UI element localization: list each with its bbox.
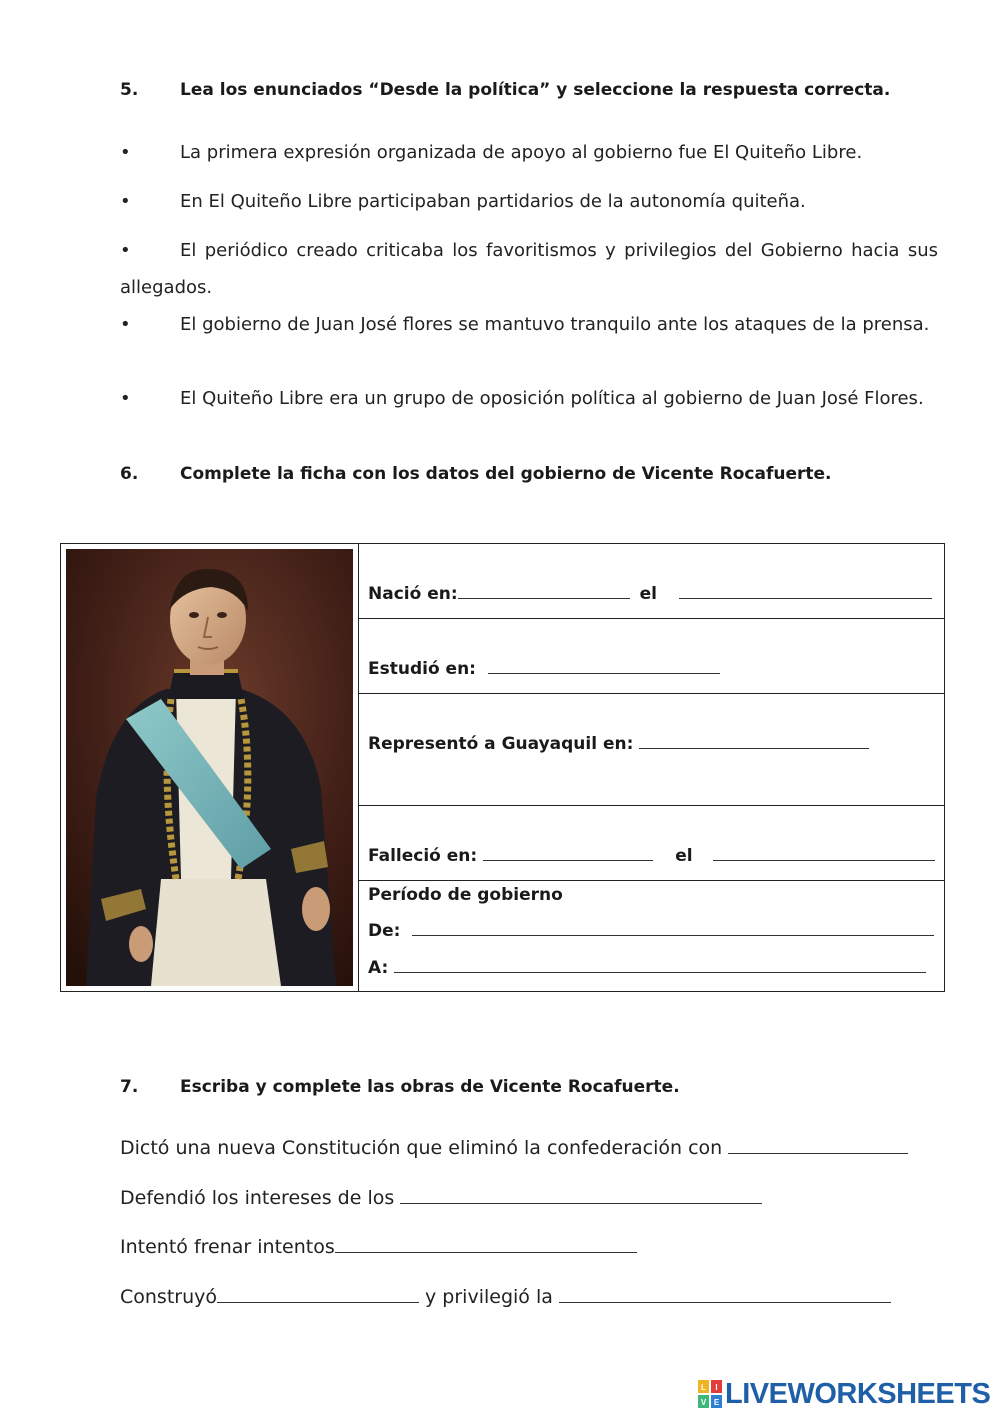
statement-3[interactable] <box>120 232 938 306</box>
constitution-text: Dictó una nueva Constitución que eliminó la confederación con <box>120 1137 723 1159</box>
statement-text: El Quiteño Libre era un grupo de oposición política al gobierno de Juan José Flores. <box>180 388 924 409</box>
bullet-icon: • <box>120 191 131 212</box>
born-date-label: el <box>639 584 657 604</box>
represented-label: Representó a Guayaquil en: <box>368 734 634 754</box>
period-from-field <box>368 921 934 941</box>
statement-text: El periódico creado criticaba los favoritismos y privilegios del Gobierno hacia sus allegados. <box>120 240 938 298</box>
statement-5[interactable] <box>120 380 938 417</box>
period-to-blank[interactable] <box>394 958 926 973</box>
constitution-blank[interactable] <box>728 1139 908 1154</box>
bullet-icon: • <box>120 240 131 261</box>
question-6-title <box>120 464 832 484</box>
question-7-title <box>120 1077 680 1097</box>
svg-text:E: E <box>713 1398 720 1407</box>
question-text: Complete la ficha con los datos del gobierno de Vicente Rocafuerte. <box>180 464 832 484</box>
data-sheet-table <box>60 543 945 992</box>
died-date-blank[interactable] <box>713 846 935 861</box>
died-place-blank[interactable] <box>483 846 653 861</box>
works-line-built <box>120 1286 891 1308</box>
question-number: 6. <box>120 464 139 484</box>
period-from-label: De: <box>368 921 401 941</box>
statement-2[interactable] <box>120 183 938 220</box>
statement-text: La primera expresión organizada de apoyo al gobierno fue El Quiteño Libre. <box>180 142 863 163</box>
defended-text: Defendió los intereses de los <box>120 1187 395 1209</box>
question-number: 7. <box>120 1077 139 1097</box>
studied-blank[interactable] <box>488 659 720 674</box>
works-line-defended <box>120 1187 762 1209</box>
privileged-text: y privilegió la <box>425 1286 553 1308</box>
svg-text:L: L <box>701 1383 706 1392</box>
works-line-constitution <box>120 1137 908 1159</box>
question-number: 5. <box>120 80 139 100</box>
period-from-blank[interactable] <box>412 921 934 936</box>
logo-text: LIVEWORKSHEETS <box>725 1377 991 1410</box>
born-field <box>368 584 932 604</box>
attempted-blank[interactable] <box>335 1238 637 1253</box>
svg-text:V: V <box>700 1398 707 1407</box>
built-text: Construyó <box>120 1286 218 1308</box>
died-label: Falleció en: <box>368 846 478 866</box>
attempted-text: Intentó frenar intentos <box>120 1236 335 1258</box>
born-label: Nació en: <box>368 584 458 604</box>
question-5-title <box>120 80 890 100</box>
represented-row <box>359 694 944 806</box>
statement-1[interactable] <box>120 134 938 171</box>
privileged-blank[interactable] <box>559 1288 891 1303</box>
born-row <box>359 544 944 619</box>
bullet-icon: • <box>120 314 131 335</box>
vicente-rocafuerte-portrait <box>66 549 353 986</box>
svg-text:I: I <box>715 1383 718 1392</box>
statement-text: En El Quiteño Libre participaban partidarios de la autonomía quiteña. <box>180 191 806 212</box>
studied-field <box>368 659 720 679</box>
died-date-label: el <box>675 846 693 866</box>
represented-blank[interactable] <box>639 734 869 749</box>
period-label: Período de gobierno <box>368 885 563 905</box>
period-to-field <box>368 958 926 978</box>
born-date-blank[interactable] <box>679 584 932 599</box>
bullet-icon: • <box>120 388 131 409</box>
died-field <box>368 846 935 866</box>
studied-label: Estudió en: <box>368 659 476 679</box>
bullet-icon: • <box>120 142 131 163</box>
statement-4[interactable] <box>120 306 938 343</box>
works-line-attempted <box>120 1236 637 1258</box>
born-place-blank[interactable] <box>458 584 630 599</box>
represented-field <box>368 734 869 754</box>
logo-blocks-icon <box>698 1380 722 1408</box>
built-blank[interactable] <box>217 1288 419 1303</box>
period-to-label: A: <box>368 958 389 978</box>
question-text: Lea los enunciados “Desde la política” y seleccione la respuesta correcta. <box>180 80 891 100</box>
portrait-cell <box>61 544 359 991</box>
died-row <box>359 806 944 881</box>
statement-text: El gobierno de Juan José flores se mantuvo tranquilo ante los ataques de la prensa. <box>180 314 930 335</box>
defended-blank[interactable] <box>400 1189 762 1204</box>
studied-row <box>359 619 944 694</box>
question-text: Escriba y complete las obras de Vicente Rocafuerte. <box>180 1077 680 1097</box>
liveworksheets-logo <box>698 1378 990 1410</box>
period-row <box>359 881 944 991</box>
